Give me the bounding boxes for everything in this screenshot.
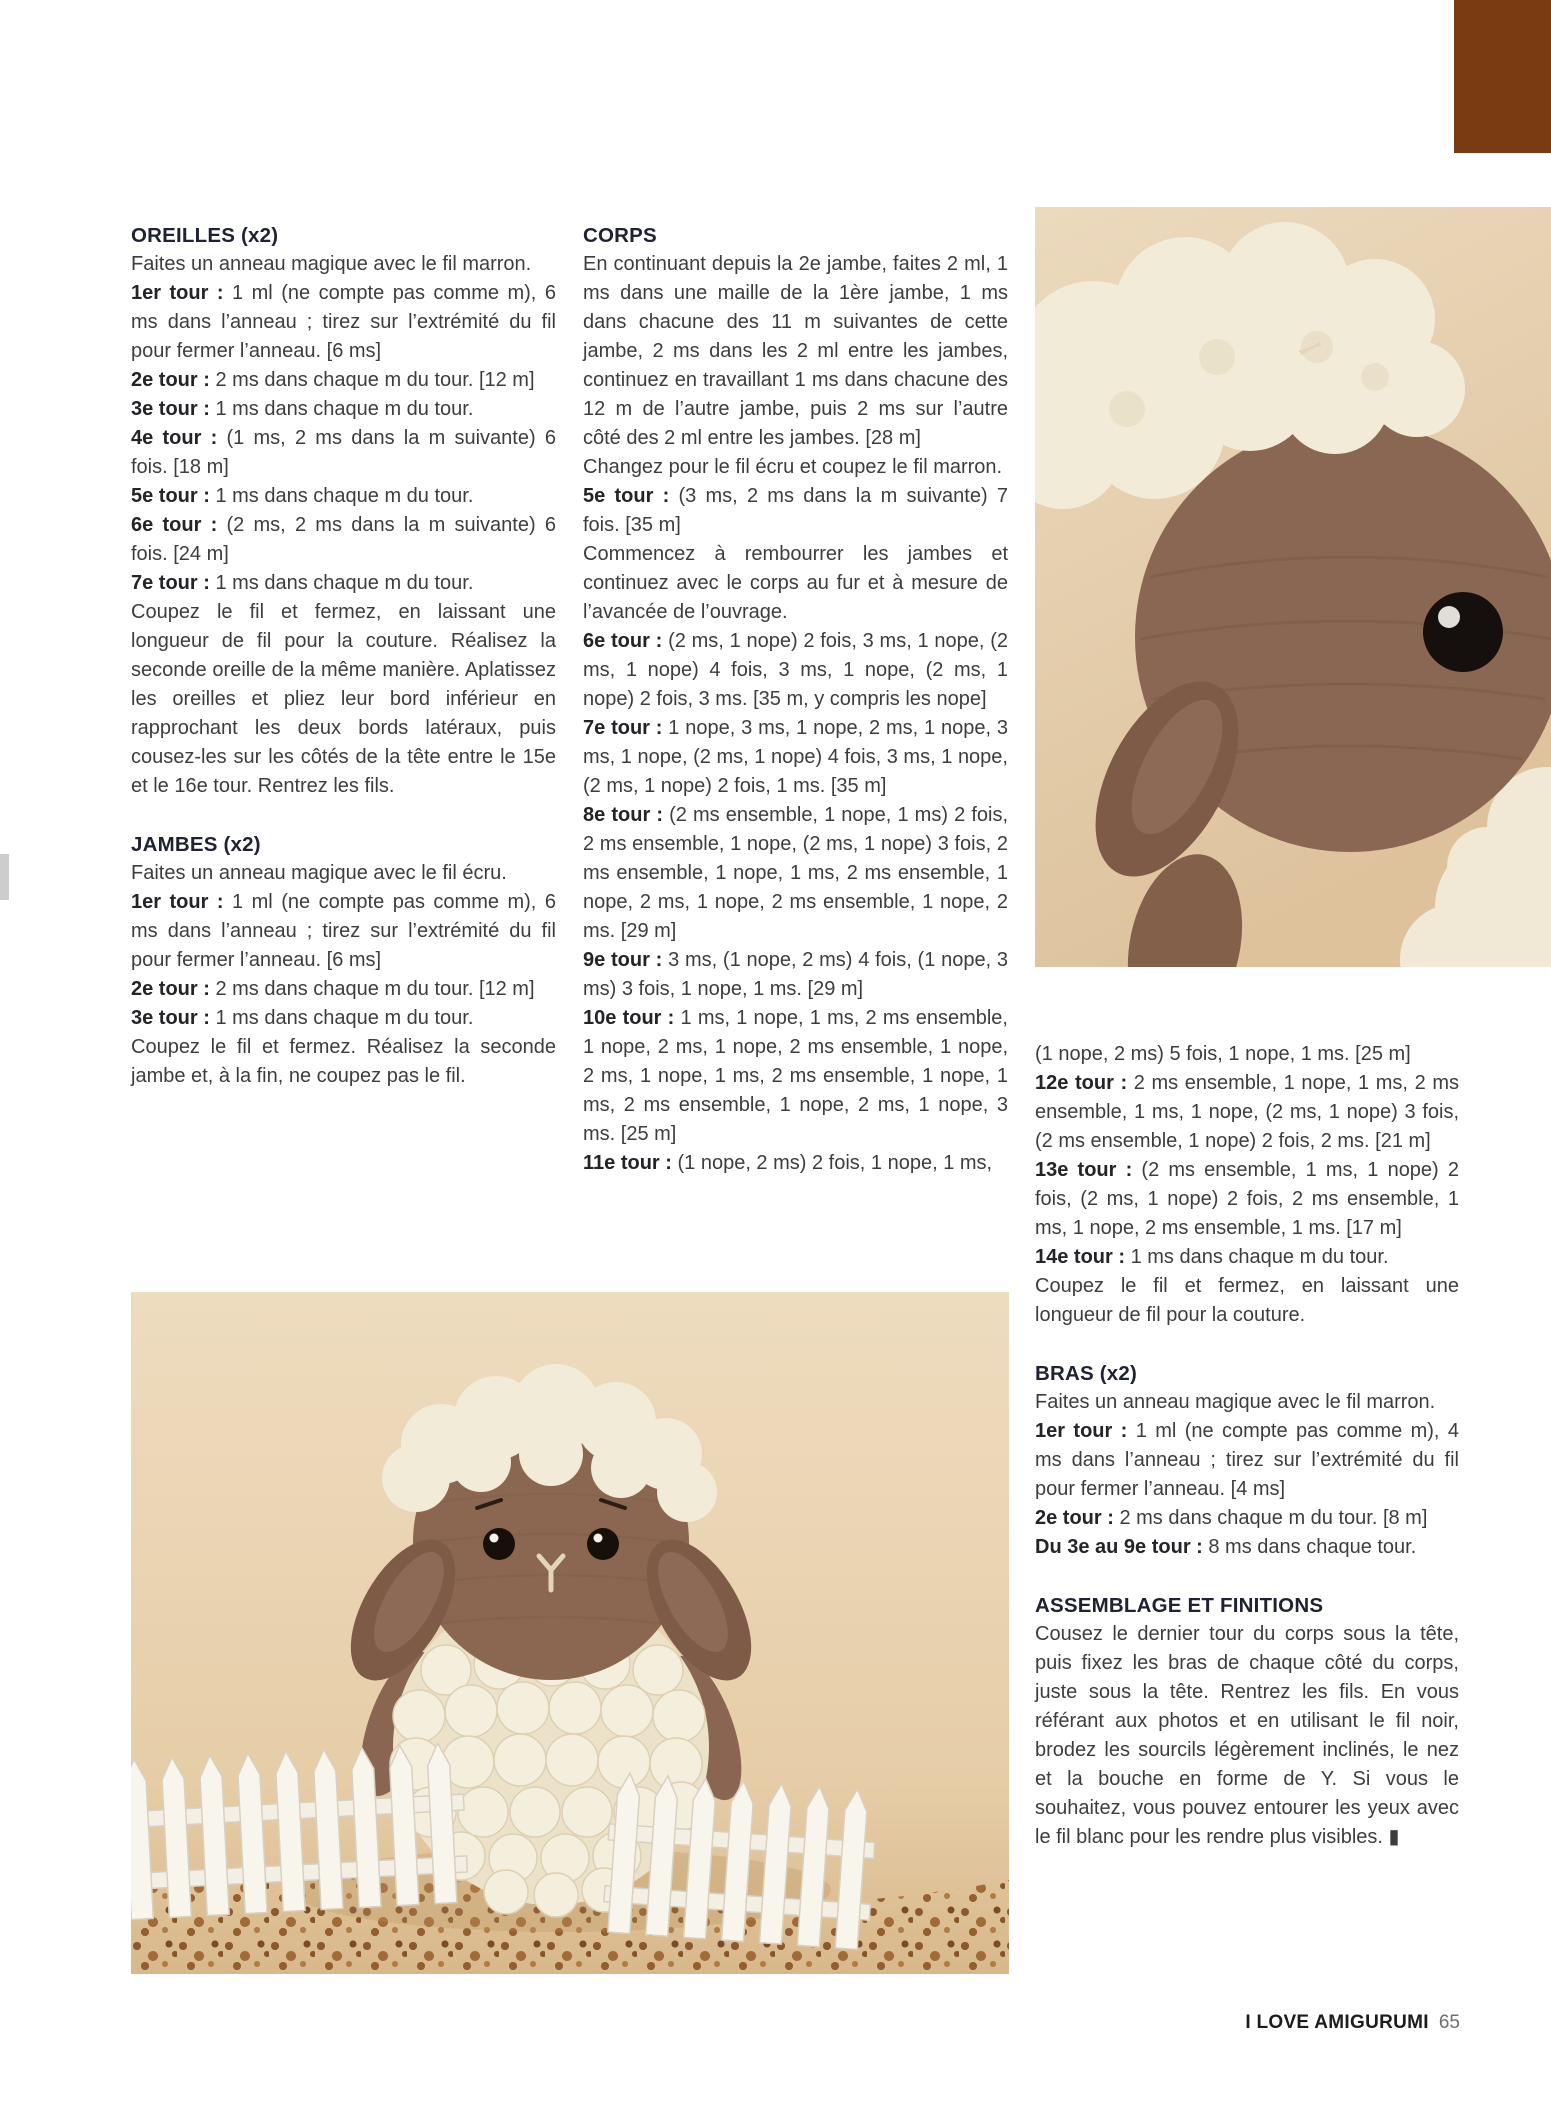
pattern-paragraph — [1035, 1504, 1459, 1533]
pattern-paragraph — [1035, 1388, 1459, 1417]
instruction-text: (2 ms, 2 ms dans la m suivante) 6 fois. [24 m] — [131, 514, 557, 565]
pattern-paragraph — [1035, 1417, 1459, 1504]
pattern-paragraph — [131, 975, 556, 1004]
round-label: 9e tour : — [583, 949, 669, 971]
pattern-paragraph — [583, 627, 1008, 714]
page-footer — [1245, 2012, 1460, 2034]
instruction-text: 1 ms, 1 nope, 1 ms, 2 ms ensemble, 1 nope, 2 ms, 1 nope, 2 ms ensemble, 1 nope, 2 ms, 1 nope, 1 ms, 2 ms ensemble, 1 nope, 1 ms, 2 ms ensemble, 1 nope, 2 ms, 1 nope, 3 ms. [25 m] — [583, 1007, 1008, 1145]
instruction-text: 3 ms, (1 nope, 2 ms) 4 fois, (1 nope, 3 ms) 3 fois, 1 nope, 1 ms. [29 m] — [583, 949, 1008, 1000]
pattern-paragraph — [131, 859, 556, 888]
pattern-paragraph — [1035, 1272, 1459, 1330]
instruction-text: (3 ms, 2 ms dans la m suivante) 7 fois. [35 m] — [583, 485, 1009, 536]
instruction-text: Faites un anneau magique avec le fil marron. — [131, 253, 532, 275]
round-label: 10e tour : — [583, 1007, 681, 1029]
instruction-text: Faites un anneau magique avec le fil écru. — [131, 862, 507, 884]
section-heading: ASSEMBLAGE ET FINITIONS — [1035, 1594, 1324, 1617]
round-label: 5e tour : — [131, 485, 216, 507]
round-label: 6e tour : — [583, 630, 669, 652]
instruction-text: 2 ms dans chaque m du tour. [12 m] — [215, 369, 535, 391]
pattern-paragraph — [131, 250, 556, 279]
round-label: 1er tour : — [131, 282, 233, 304]
pattern-paragraph — [131, 598, 556, 801]
instruction-text: 1 nope, 3 ms, 1 nope, 2 ms, 1 nope, 3 ms, 1 nope, (2 ms, 1 nope) 4 fois, 3 ms, 1 nope, (2 ms, 1 nope) 2 fois, 1 ms. [35 m] — [583, 717, 1008, 797]
pattern-paragraph — [583, 1149, 1008, 1178]
photo-sheep-scene — [131, 1292, 1009, 1974]
round-label: 13e tour : — [1035, 1159, 1142, 1181]
text-column-middle — [583, 221, 1008, 1178]
instruction-text: (1 ms, 2 ms dans la m suivante) 6 fois. [18 m] — [131, 427, 557, 478]
pattern-paragraph — [131, 569, 556, 598]
instruction-text: En continuant depuis la 2e jambe, faites 2 ml, 1 ms dans une maille de la 1ère jambe, 1 ms dans chacune des 11 m suivantes de cette jambe, 2 ms dans les 2 ml entre les jambes, continuez en travaillant 1 ms dans chacune des 12 m de l’autre jambe, puis 2 ms sur l’autre côté des 2 ml entre les jambes. [28 m] — [583, 253, 1008, 449]
pattern-paragraph — [583, 801, 1008, 946]
instruction-text: 1 ms dans chaque m du tour. — [215, 398, 474, 420]
pattern-paragraph — [131, 482, 556, 511]
pattern-paragraph — [1035, 1069, 1459, 1156]
sheep-eye — [1423, 592, 1503, 672]
pattern-paragraph — [583, 482, 1008, 540]
instruction-text: 2 ms dans chaque m du tour. [12 m] — [215, 978, 535, 1000]
pattern-paragraph — [1035, 1040, 1459, 1069]
text-column-right — [1035, 1040, 1459, 1852]
instruction-text: (2 ms, 1 nope) 2 fois, 3 ms, 1 nope, (2 ms, 1 nope) 4 fois, 3 ms, 1 nope, (2 ms, 1 nope) 2 fois, 3 ms. [35 m, y compris les nope] — [583, 630, 1008, 710]
sheep-left-eye — [483, 1528, 515, 1560]
round-label: 8e tour : — [583, 804, 670, 826]
round-label: 3e tour : — [131, 1007, 216, 1029]
left-edge-tab — [0, 854, 9, 900]
section-heading: JAMBES (x2) — [131, 833, 261, 856]
instruction-text: Faites un anneau magique avec le fil marron. — [1035, 1391, 1436, 1413]
pattern-paragraph — [131, 1004, 556, 1033]
round-label: 1er tour : — [131, 891, 233, 913]
round-label: 7e tour : — [131, 572, 216, 594]
instruction-text: 1 ms dans chaque m du tour. — [1130, 1246, 1389, 1268]
text-column-left — [131, 221, 556, 1091]
pattern-paragraph — [131, 424, 556, 482]
instruction-text: Coupez le fil et fermez, en laissant une longueur de fil pour la couture. — [1035, 1275, 1459, 1326]
round-label: Du 3e au 9e tour : — [1035, 1536, 1209, 1558]
round-label: 2e tour : — [1035, 1507, 1120, 1529]
instruction-text: (2 ms ensemble, 1 ms, 1 nope) 2 fois, (2 ms, 1 nope) 2 fois, 2 ms ensemble, 1 ms, 1 nope, 2 ms ensemble, 1 ms. [17 m] — [1035, 1159, 1460, 1239]
section-heading: OREILLES (x2) — [131, 224, 279, 247]
pattern-paragraph — [583, 540, 1008, 627]
pattern-paragraph — [583, 1004, 1008, 1149]
instruction-text: (1 nope, 2 ms) 2 fois, 1 nope, 1 ms, — [677, 1152, 993, 1174]
instruction-text: Coupez le fil et fermez. Réalisez la seconde jambe et, à la fin, ne coupez pas le fil. — [131, 1036, 556, 1087]
magazine-title: I LOVE AMIGURUMI — [1245, 2012, 1429, 2033]
section-heading: BRAS (x2) — [1035, 1362, 1138, 1385]
instruction-text: (2 ms ensemble, 1 nope, 1 ms) 2 fois, 2 ms ensemble, 1 nope, (2 ms, 1 nope) 3 fois, 2 ms ensemble, 1 nope, 1 ms, 2 ms ensemble, 1 nope, 2 ms, 1 nope, 2 ms ensemble, 1 nope, 2 ms. [29 m] — [583, 804, 1008, 942]
instruction-text: 2 ms ensemble, 1 nope, 1 ms, 2 ms ensemble, 1 ms, 1 nope, (2 ms, 1 nope) 3 fois, (2 ms ensemble, 1 nope) 2 fois, 2 ms. [21 m] — [1035, 1072, 1459, 1152]
instruction-text: Changez pour le fil écru et coupez le fil marron. — [583, 456, 1003, 478]
photo-sheep-closeup — [1035, 207, 1551, 967]
pattern-paragraph — [1035, 1533, 1459, 1562]
pattern-paragraph — [583, 250, 1008, 453]
round-label: 1er tour : — [1035, 1420, 1136, 1442]
instruction-text: 1 ms dans chaque m du tour. — [215, 485, 474, 507]
instruction-text: (1 nope, 2 ms) 5 fois, 1 nope, 1 ms. [25 m] — [1035, 1043, 1411, 1065]
instruction-text: Cousez le dernier tour du corps sous la tête, puis fixez les bras de chaque côté du corps, juste sous la tête. Rentrez les fils. En vous référant aux photos et en utilisant le fil noir, brodez les sourcils légèrement inclinés, le nez et la bouche en forme de Y. Si vous le souhaitez, vous pouvez entourer les yeux avec le fil blanc pour les rendre plus visibles. ▮ — [1035, 1623, 1459, 1848]
section-heading: CORPS — [583, 224, 657, 247]
pattern-paragraph — [131, 888, 556, 975]
round-label: 6e tour : — [131, 514, 227, 536]
pattern-paragraph — [583, 714, 1008, 801]
page-number: 65 — [1438, 2012, 1460, 2033]
pattern-paragraph — [131, 279, 556, 366]
round-label: 12e tour : — [1035, 1072, 1134, 1094]
instruction-text: Coupez le fil et fermez, en laissant une longueur de fil pour la couture. Réalisez la seconde oreille de la même manière. Aplatissez les oreilles et pliez leur bord inférieur en rapprochant les deux bords latéraux, puis cousez-les sur les côtés de la tête entre le 15e et le 16e tour. Rentrez les fils. — [131, 601, 556, 797]
round-label: 2e tour : — [131, 369, 216, 391]
instruction-text: 1 ms dans chaque m du tour. — [215, 572, 474, 594]
instruction-text: 1 ml (ne compte pas comme m), 6 ms dans l’anneau ; tirez sur l’extrémité du fil pour fermer l’anneau. [6 ms] — [131, 891, 556, 971]
pattern-paragraph — [131, 1033, 556, 1091]
instruction-text: 8 ms dans chaque tour. — [1208, 1536, 1417, 1558]
round-label: 11e tour : — [583, 1152, 678, 1174]
round-label: 14e tour : — [1035, 1246, 1131, 1268]
instruction-text: Commencez à rembourrer les jambes et continuez avec le corps au fur et à mesure de l’avancée de l’ouvrage. — [583, 543, 1008, 623]
corner-accent-block — [1454, 0, 1551, 153]
pattern-paragraph — [1035, 1156, 1459, 1243]
instruction-text: 1 ml (ne compte pas comme m), 4 ms dans l’anneau ; tirez sur l’extrémité du fil pour fermer l’anneau. [4 ms] — [1035, 1420, 1459, 1500]
round-label: 7e tour : — [583, 717, 669, 739]
pattern-paragraph — [131, 395, 556, 424]
pattern-paragraph — [131, 511, 556, 569]
round-label: 3e tour : — [131, 398, 216, 420]
pattern-paragraph — [583, 453, 1008, 482]
pattern-paragraph — [583, 946, 1008, 1004]
pattern-paragraph — [131, 366, 556, 395]
pattern-paragraph — [1035, 1243, 1459, 1272]
round-label: 5e tour : — [583, 485, 679, 507]
sheep-right-eye — [587, 1528, 619, 1560]
instruction-text: 1 ml (ne compte pas comme m), 6 ms dans l’anneau ; tirez sur l’extrémité du fil pour fermer l’anneau. [6 ms] — [131, 282, 556, 362]
pattern-paragraph — [1035, 1620, 1459, 1852]
instruction-text: 2 ms dans chaque m du tour. [8 m] — [1119, 1507, 1428, 1529]
round-label: 4e tour : — [131, 427, 227, 449]
round-label: 2e tour : — [131, 978, 216, 1000]
instruction-text: 1 ms dans chaque m du tour. — [215, 1007, 474, 1029]
